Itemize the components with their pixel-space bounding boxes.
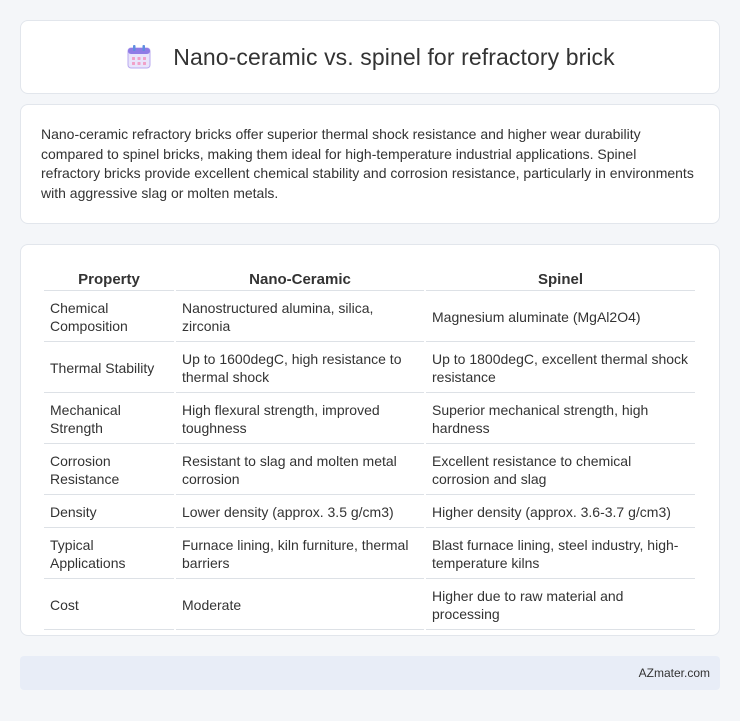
table-cell-nano-ceramic: Moderate	[176, 581, 424, 630]
page-title: Nano-ceramic vs. spinel for refractory brick	[173, 43, 615, 70]
table-cell-property: Chemical Composition	[44, 293, 174, 342]
table-cell-property: Cost	[44, 581, 174, 630]
table-row	[44, 446, 695, 495]
table-cell-nano-ceramic: Nanostructured alumina, silica, zirconia	[176, 293, 424, 342]
table-row	[44, 581, 695, 630]
table-cell-spinel: Excellent resistance to chemical corrosion and slag	[426, 446, 695, 495]
title-card	[20, 20, 720, 94]
table-cell-nano-ceramic: Furnace lining, kiln furniture, thermal barriers	[176, 530, 424, 579]
table-row	[44, 497, 695, 528]
table-row	[44, 293, 695, 342]
table-cell-property: Density	[44, 497, 174, 528]
table-cell-nano-ceramic: High flexural strength, improved toughness	[176, 395, 424, 444]
table-cell-property: Thermal Stability	[44, 344, 174, 393]
comparison-table-card	[20, 244, 720, 636]
footer	[20, 656, 720, 690]
table-cell-property: Corrosion Resistance	[44, 446, 174, 495]
column-header-spinel: Spinel	[426, 267, 695, 291]
column-header-nano-ceramic: Nano-Ceramic	[176, 267, 424, 291]
table-cell-spinel: Magnesium aluminate (MgAl2O4)	[426, 293, 695, 342]
summary-text: Nano-ceramic refractory bricks offer superior thermal shock resistance and higher wear durability compared to spinel bricks, making them ideal for high-temperature industrial applications. Spinel refractory bricks provide excellent chemical stability and corrosion resistance, particularly in environments with aggressive slag or molten metals.	[41, 126, 694, 201]
table-cell-property: Mechanical Strength	[44, 395, 174, 444]
table-cell-spinel: Superior mechanical strength, high hardness	[426, 395, 695, 444]
table-cell-property: Typical Applications	[44, 530, 174, 579]
comparison-table	[42, 265, 697, 632]
summary-card	[20, 104, 720, 224]
calendar-icon	[125, 43, 153, 71]
table-cell-nano-ceramic: Up to 1600degC, high resistance to thermal shock	[176, 344, 424, 393]
table-cell-spinel: Higher density (approx. 3.6-3.7 g/cm3)	[426, 497, 695, 528]
table-cell-spinel: Up to 1800degC, excellent thermal shock resistance	[426, 344, 695, 393]
footer-brand: AZmater.com	[638, 666, 710, 680]
table-header-row	[44, 267, 695, 291]
table-cell-nano-ceramic: Lower density (approx. 3.5 g/cm3)	[176, 497, 424, 528]
table-cell-spinel: Blast furnace lining, steel industry, high-temperature kilns	[426, 530, 695, 579]
table-row	[44, 530, 695, 579]
column-header-property: Property	[44, 267, 174, 291]
table-cell-spinel: Higher due to raw material and processing	[426, 581, 695, 630]
table-cell-nano-ceramic: Resistant to slag and molten metal corrosion	[176, 446, 424, 495]
table-row	[44, 344, 695, 393]
table-row	[44, 395, 695, 444]
